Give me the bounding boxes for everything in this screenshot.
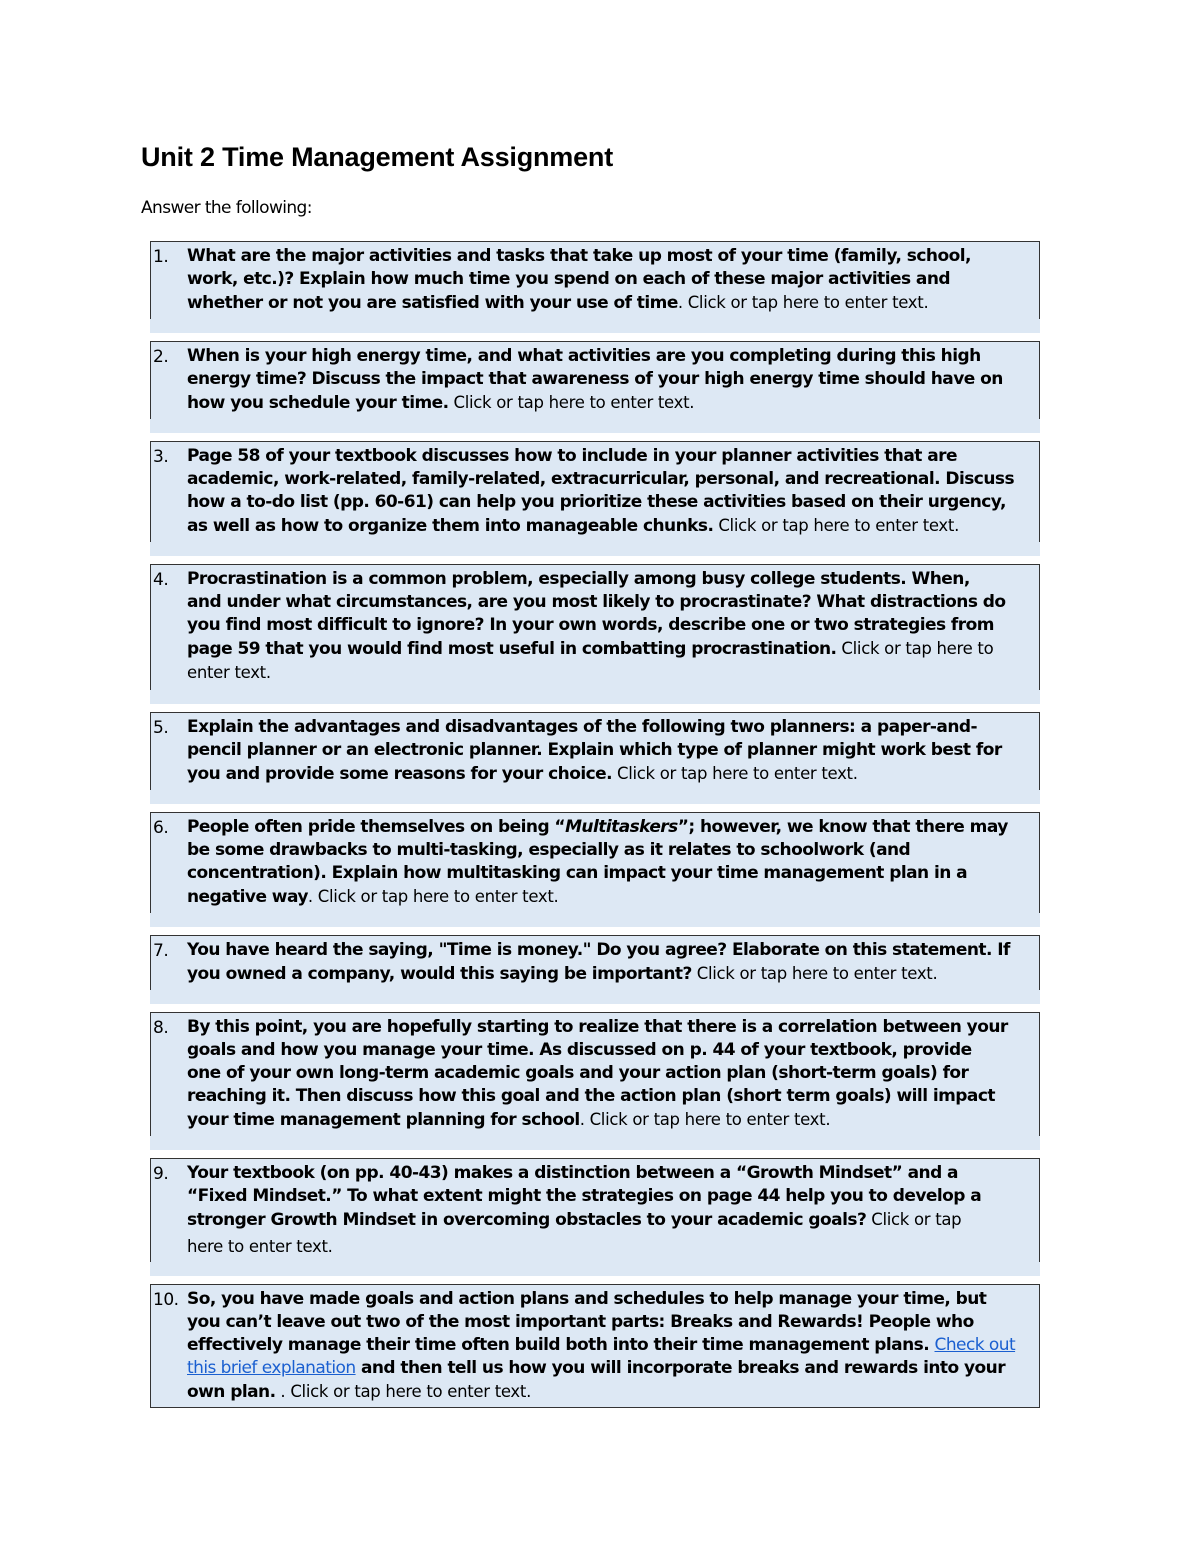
question-text [187,1288,1036,1404]
punctuation: . [677,293,688,312]
question-8 [150,1012,1040,1150]
question-line [187,291,1036,315]
question-number: 5. [153,718,169,738]
explanation-link[interactable]: Check out [934,1335,1016,1355]
question-10 [150,1284,1040,1408]
question-line: goals and how you manage your time. As discussed on p. 44 of your textbook, provide [187,1040,972,1060]
question-line: you find most difficult to ignore? In your own words, describe one or two strategies from [187,615,994,635]
question-line: and under what circumstances, are you most likely to procrastinate? What distractions do [187,592,1006,612]
question-line [187,762,1036,786]
question-line: So, you have made goals and action plans and schedules to help manage your time, but [187,1289,987,1309]
question-line: When is your high energy time, and what activities are you completing during this high [187,346,981,366]
question-line: one of your own long-term academic goals and your action plan (short-term goals) for [187,1063,969,1083]
question-line: “Fixed Mindset.” To what extent might the strategies on page 44 help you to develop a [187,1186,982,1206]
question-number: 4. [153,570,169,590]
question-line-text: as well as how to organize them into manageable chunks. [187,516,714,536]
question-number: 10. [153,1290,179,1310]
answer-placeholder[interactable]: Click or tap here to enter text. [317,887,559,906]
question-line [187,514,1036,538]
answer-placeholder[interactable]: Click or tap here to [841,639,994,658]
question-text [187,1162,1036,1259]
question-line: work, etc.)? Explain how much time you spend on each of these major activities and [187,269,950,289]
question-line-text: stronger Growth Mindset in overcoming obstacles to your academic goals? [187,1210,867,1230]
punctuation: . [275,1382,291,1401]
question-line [187,1108,1036,1132]
question-text [187,445,1036,538]
question-text [187,1016,1036,1132]
question-line [187,637,1036,661]
question-line-text: your time management planning for school [187,1110,580,1130]
question-line [187,391,1036,415]
question-2 [150,341,1040,433]
question-line: you can’t leave out two of the most important parts: Breaks and Rewards! People who [187,1312,974,1332]
question-line-text: page 59 that you would find most useful in combatting procrastination. [187,639,837,659]
question-line [187,885,1036,909]
question-text [187,716,1036,786]
question-line-text: People often pride themselves on being “ [187,817,566,837]
answer-placeholder-continued[interactable]: enter text. [187,663,271,682]
question-text [187,345,1036,415]
explanation-link-continued[interactable]: this brief explanation [187,1358,356,1378]
answer-placeholder[interactable]: Click or tap here to enter text. [589,1110,831,1129]
punctuation: . [579,1110,590,1129]
question-line-text: effectively manage their time often build both into their time management plans. [187,1335,930,1355]
question-line: Your textbook (on pp. 40-43) makes a distinction between a “Growth Mindset” and a [187,1163,958,1183]
question-line [187,1357,1036,1380]
question-line: academic, work-related, family-related, extracurricular, personal, and recreational. Discuss [187,469,1015,489]
question-line: Explain the advantages and disadvantages of the following two planners: a paper-and- [187,717,978,737]
question-line [187,661,1036,685]
question-line: Page 58 of your textbook discusses how to include in your planner activities that are [187,446,957,466]
question-line: pencil planner or an electronic planner. Explain which type of planner might work best for [187,740,1002,760]
question-line: By this point, you are hopefully starting to realize that there is a correlation between your [187,1017,1008,1037]
question-6 [150,812,1040,927]
question-text [187,245,1036,315]
question-line: Procrastination is a common problem, especially among busy college students. When, [187,569,970,589]
question-line [187,962,1036,986]
question-line: how a to-do list (pp. 60-61) can help you prioritize these activities based on their urgency, [187,492,1006,512]
answer-placeholder[interactable]: Click or tap here to enter text. [687,293,929,312]
question-line [187,1380,1036,1404]
question-line [187,1334,1036,1357]
question-number: 9. [153,1164,169,1184]
question-number: 3. [153,447,169,467]
answer-placeholder[interactable]: Click or tap here to enter text. [616,764,858,783]
question-number: 6. [153,818,169,838]
punctuation: . [307,887,318,906]
page-title: Unit 2 Time Management Assignment [141,142,613,172]
question-3 [150,441,1040,556]
answer-placeholder[interactable]: Click or tap here to enter text. [453,393,695,412]
answer-placeholder[interactable]: Click or tap [871,1210,962,1229]
question-7 [150,935,1040,1004]
question-line: You have heard the saying, "Time is money." Do you agree? Elaborate on this statement. If [187,940,1010,960]
question-line: concentration). Explain how multitasking can impact your time management plan in a [187,863,968,883]
question-number: 2. [153,347,169,367]
question-text [187,939,1036,986]
question-line: energy time? Discuss the impact that awareness of your high energy time should have on [187,369,1003,389]
question-line-text: you owned a company, would this saying be important? [187,964,692,984]
question-line: be some drawbacks to multi-tasking, especially as it relates to schoolwork (and [187,840,911,860]
question-line [187,816,1036,839]
answer-placeholder[interactable]: Click or tap here to enter text. [290,1382,532,1401]
question-line-text: ”; however, we know that there may [677,817,1008,837]
question-9 [150,1158,1040,1276]
question-line-text: negative way [187,887,308,907]
question-line [187,1235,1036,1259]
question-5 [150,712,1040,804]
intro-text: Answer the following: [141,198,312,218]
question-line-text: how you schedule your time. [187,393,449,413]
emphasis-text: Multitaskers [565,817,678,837]
answer-placeholder-continued[interactable]: here to enter text. [187,1237,333,1256]
question-1 [150,241,1040,333]
question-number: 1. [153,247,169,267]
question-number: 8. [153,1018,169,1038]
question-line-text: whether or not you are satisfied with your use of time [187,293,678,313]
answer-placeholder[interactable]: Click or tap here to enter text. [718,516,960,535]
question-line-text: own plan. [187,1382,276,1402]
answer-placeholder[interactable]: Click or tap here to enter text. [696,964,938,983]
question-text [187,816,1036,909]
question-line [187,1208,1036,1232]
question-text [187,568,1036,685]
question-line: reaching it. Then discuss how this goal and the action plan (short term goals) will impact [187,1086,995,1106]
question-line-text: and then tell us how you will incorporate breaks and rewards into your [355,1358,1006,1378]
question-4 [150,564,1040,704]
question-number: 7. [153,941,169,961]
question-line-text: you and provide some reasons for your choice. [187,764,613,784]
question-line: What are the major activities and tasks that take up most of your time (family, school, [187,246,971,266]
